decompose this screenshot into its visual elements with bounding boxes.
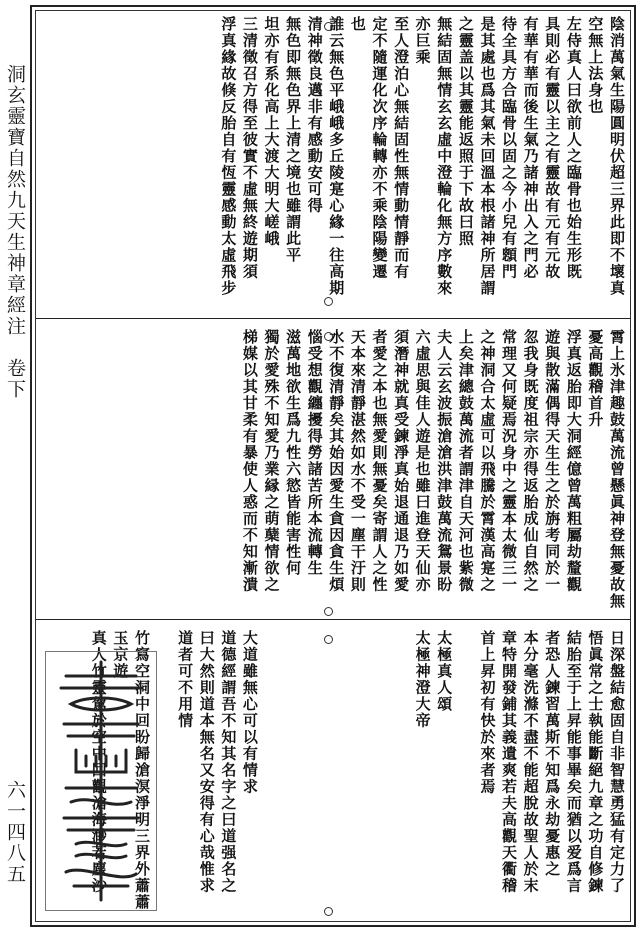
- text-column: 獨於愛殊不知愛乃業縁之萌蘖情欲之: [262, 329, 281, 593]
- margin-book-title: 洞玄靈寶自然九天生神章經注 卷下: [4, 64, 26, 400]
- text-column: 具則必有靈以主之有靈故有元有元故: [543, 16, 562, 280]
- text-column: 憂高觀稽首升: [586, 329, 605, 428]
- text-column: 日深盤結愈固自非智慧勇猛有定力了: [608, 630, 626, 894]
- text-columns: [39, 16, 627, 308]
- panel-divider: [35, 619, 631, 620]
- text-column: 六虛思與佳人遊是也雖曰進登天仙亦: [413, 329, 432, 593]
- text-column: 常理又何疑焉況身中之靈本太微三一: [500, 329, 519, 593]
- text-panel-middle: [37, 325, 629, 613]
- text-column: 上矣津總鼓萬流者謂津自天河也紫微: [456, 329, 475, 593]
- text-column: 天本來清靜湛然如水不受一塵干汙則: [348, 329, 367, 593]
- text-column: 浮真返胎即大洞經億曾萬粗屬劫釐觀: [564, 329, 583, 593]
- text-columns: [39, 329, 627, 609]
- text-column: 之靈盖以其靈能返照于下故曰照: [456, 16, 475, 247]
- text-column: 霄上氷津趣鼓萬流曾懸眞神登無憂故無: [608, 329, 626, 609]
- text-column: 無結固無情玄玄虛中澄輪化無方序數來: [435, 16, 454, 297]
- text-column: [346, 630, 368, 914]
- text-column: 陰消萬氣生陽圓明伏超三界此即不壞真: [608, 16, 626, 297]
- text-column: 太極神澄大帝: [413, 630, 432, 729]
- margin-page-number: 六一四八五: [4, 780, 26, 885]
- text-column: 真人竹靈駕於空中回觀滄海渺若塵沙: [89, 630, 108, 894]
- text-column: 遊與散滿偶得天生生之於旃考同於一: [543, 329, 562, 593]
- text-column: 是其處也爲其氣未回溫本根諸神所居謂: [478, 16, 497, 297]
- text-column: 無色即無色界上清之境也雖謂此平: [284, 16, 303, 264]
- text-column: 大道雖無心可以有情求: [240, 630, 259, 795]
- panel-divider: [35, 318, 631, 319]
- text-column: 結胎至于上昇能事畢矣而猶以爱爲言: [564, 630, 583, 894]
- text-column: 至人澄泊心無結固性無情動情靜而有: [392, 16, 411, 280]
- text-column: 首上昇初有快於來者焉: [478, 630, 497, 795]
- text-column: 玉京遊: [111, 630, 130, 680]
- text-column: 水不復清靜矣其始因愛生貪因貪生煩: [327, 329, 346, 593]
- text-column: 者愛之本也無愛則無憂矣寄謂人之性: [370, 329, 389, 593]
- text-column: 之神洞合太虛可以飛騰於霄漢高寔之: [478, 329, 497, 593]
- text-column: 悟眞常之士執能斷絕九章之功自修鍊: [586, 630, 605, 894]
- text-column: 定不隨運化次序輪轉亦不乘陰陽變遷: [370, 16, 389, 280]
- text-column: [325, 630, 347, 914]
- text-column: 者恐人鍊習萬斯不知爲永劫憂惠之: [543, 630, 562, 878]
- text-column: 坦亦有系化高上大渡大明大嵯峨: [262, 16, 281, 247]
- text-panel-top: [37, 12, 629, 312]
- text-column: [454, 630, 476, 914]
- text-column: 三清徵召方得至彼實不虛無終遊期須: [240, 16, 259, 280]
- text-column: 空無上法身也: [586, 16, 605, 115]
- text-column: 亦巨乘: [413, 16, 432, 66]
- text-column: 惱受想觀纏擾得勞諸苦所本流轉生: [305, 329, 324, 577]
- text-column: 左侍真人曰欲前人之臨骨也始生形既: [564, 16, 583, 280]
- text-column: 章特開發鋪其義遺爽若夫高觀天衢稽: [500, 630, 519, 894]
- text-column: 曰大然則道本無名又安得有心哉惟求: [197, 630, 216, 894]
- text-column: 浮真緣故倏反胎自有恆靈感動太虛飛步: [219, 16, 238, 297]
- text-column: 清神徵良邁非有感動安可得: [305, 16, 324, 214]
- text-column: 也: [348, 16, 367, 33]
- text-column: 須潛神就真受鍊淨真始退通退乃如愛: [392, 329, 411, 593]
- talisman-seal-image: [45, 651, 157, 911]
- text-column: 有華有華而後生氣乃諸神出入之門必: [521, 16, 540, 280]
- text-column: 道德經謂吾不知其名字之曰道强名之: [219, 630, 238, 894]
- text-column: 道者可不用情: [176, 630, 195, 729]
- text-column: 夫人云玄波振滄滄洪津鼓萬流鴛景盼: [435, 329, 454, 593]
- page-frame: [30, 5, 636, 927]
- text-column: 待全具方合臨骨以固之今小兒有顖門: [500, 16, 519, 280]
- text-column: [389, 630, 411, 914]
- text-panel-bottom: [37, 626, 629, 918]
- text-column: 本分毫洗滌不盡不能超脫故聖人於末: [521, 630, 540, 894]
- text-column: [282, 630, 304, 914]
- text-column: [368, 630, 390, 914]
- text-column: 滋萬地欲生爲九性六慾皆能害性何: [284, 329, 303, 577]
- text-column: 竹寫空洞中回盼歸滄溟淨明三界外蕭蕭: [132, 630, 151, 911]
- text-column: 梯媒以其甘柔有暴使人惑而不知漸潰: [240, 329, 259, 593]
- text-column: 誰云無色平峨峨多丘陵寔心緣一往高期: [327, 16, 346, 297]
- text-column: 太極真人頌: [435, 630, 454, 713]
- text-column: 忽我身既度祖宗亦得返胎成仙自然之: [521, 329, 540, 593]
- text-column: [260, 630, 282, 914]
- text-column: [303, 630, 325, 914]
